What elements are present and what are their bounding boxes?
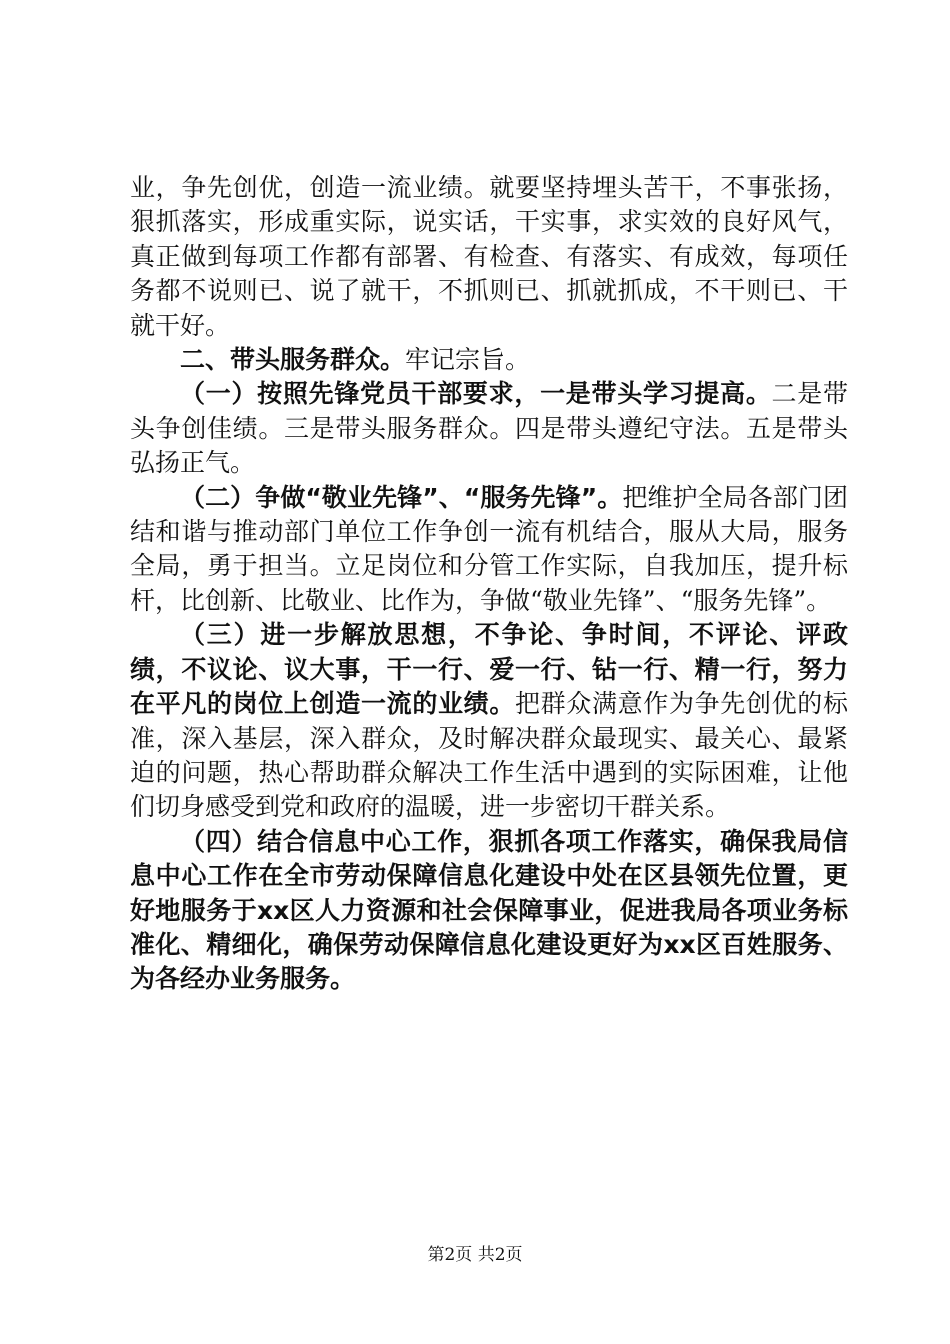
page-footer (0, 1240, 950, 1265)
item-lead-text: （四）结合信息中心工作，狠抓各项工作落实，确保我局信息中心工作在全市劳动保障信息化建设中处在区县领先位置，更好地服务于xx区人力资源和社会保障事业，促进我局各项业务标准化、精细化，确保劳动保障信息化建设更好为xx区百姓服务、为各经办业务服务。 (130, 826, 848, 994)
item-lead-text: （一）按照先锋党员干部要求，一是带头学习提高。 (180, 379, 772, 409)
page-number: 第2页 共2页 (427, 1245, 523, 1265)
item-lead-text: （三）进一步解放思想，不争论、争时间，不评论、评政绩，不议论、议大事，干一行、爱一行、钻一行、精一行，努力在平凡的岗位上创造一流的业绩。 (130, 620, 848, 719)
paragraph-continuation (130, 171, 848, 343)
heading-text: 二、带头服务群众。 (180, 345, 406, 375)
paragraph-text: 业，争先创优，创造一流业绩。就要坚持埋头苦干，不事张扬，狠抓落实，形成重实际，说实话，干实事，求实效的良好风气，真正做到每项工作都有部署、有检查、有落实、有成效，每项任务都不说则已、说了就干，不抓则已、抓就抓成，不干则已、干就干好。 (130, 173, 848, 340)
paragraph-item-2 (130, 481, 848, 619)
item-body-text: 二是带头争创佳绩。三是带头服务群众。四是带头遵纪守法。五是带头弘扬正气。 (130, 379, 848, 478)
paragraph-item-1 (130, 377, 848, 480)
paragraph-item-4 (130, 825, 848, 997)
item-body-text: 把群众满意作为争先创优的标准，深入基层，深入群众，及时解决群众最现实、最关心、最紧迫的问题，热心帮助群众解决工作生活中遇到的实际困难，让他们切身感受到党和政府的温暖，进一步密切干群关系。 (130, 689, 848, 822)
paragraph-item-3 (130, 618, 848, 824)
section-heading-2 (130, 343, 848, 377)
document-body (130, 171, 848, 997)
item-lead-text: （二）争做“敬业先锋”、“服务先锋”。 (180, 482, 623, 512)
item-body-text: 把维护全局各部门团结和谐与推动部门单位工作争创一流有机结合，服从大局，服务全局，勇于担当。立足岗位和分管工作实际，自我加压，提升标杆，比创新、比敬业、比作为，争做“敬业先锋”、“服务先锋”。 (130, 482, 848, 615)
heading-subtext: 牢记宗旨。 (405, 345, 531, 375)
